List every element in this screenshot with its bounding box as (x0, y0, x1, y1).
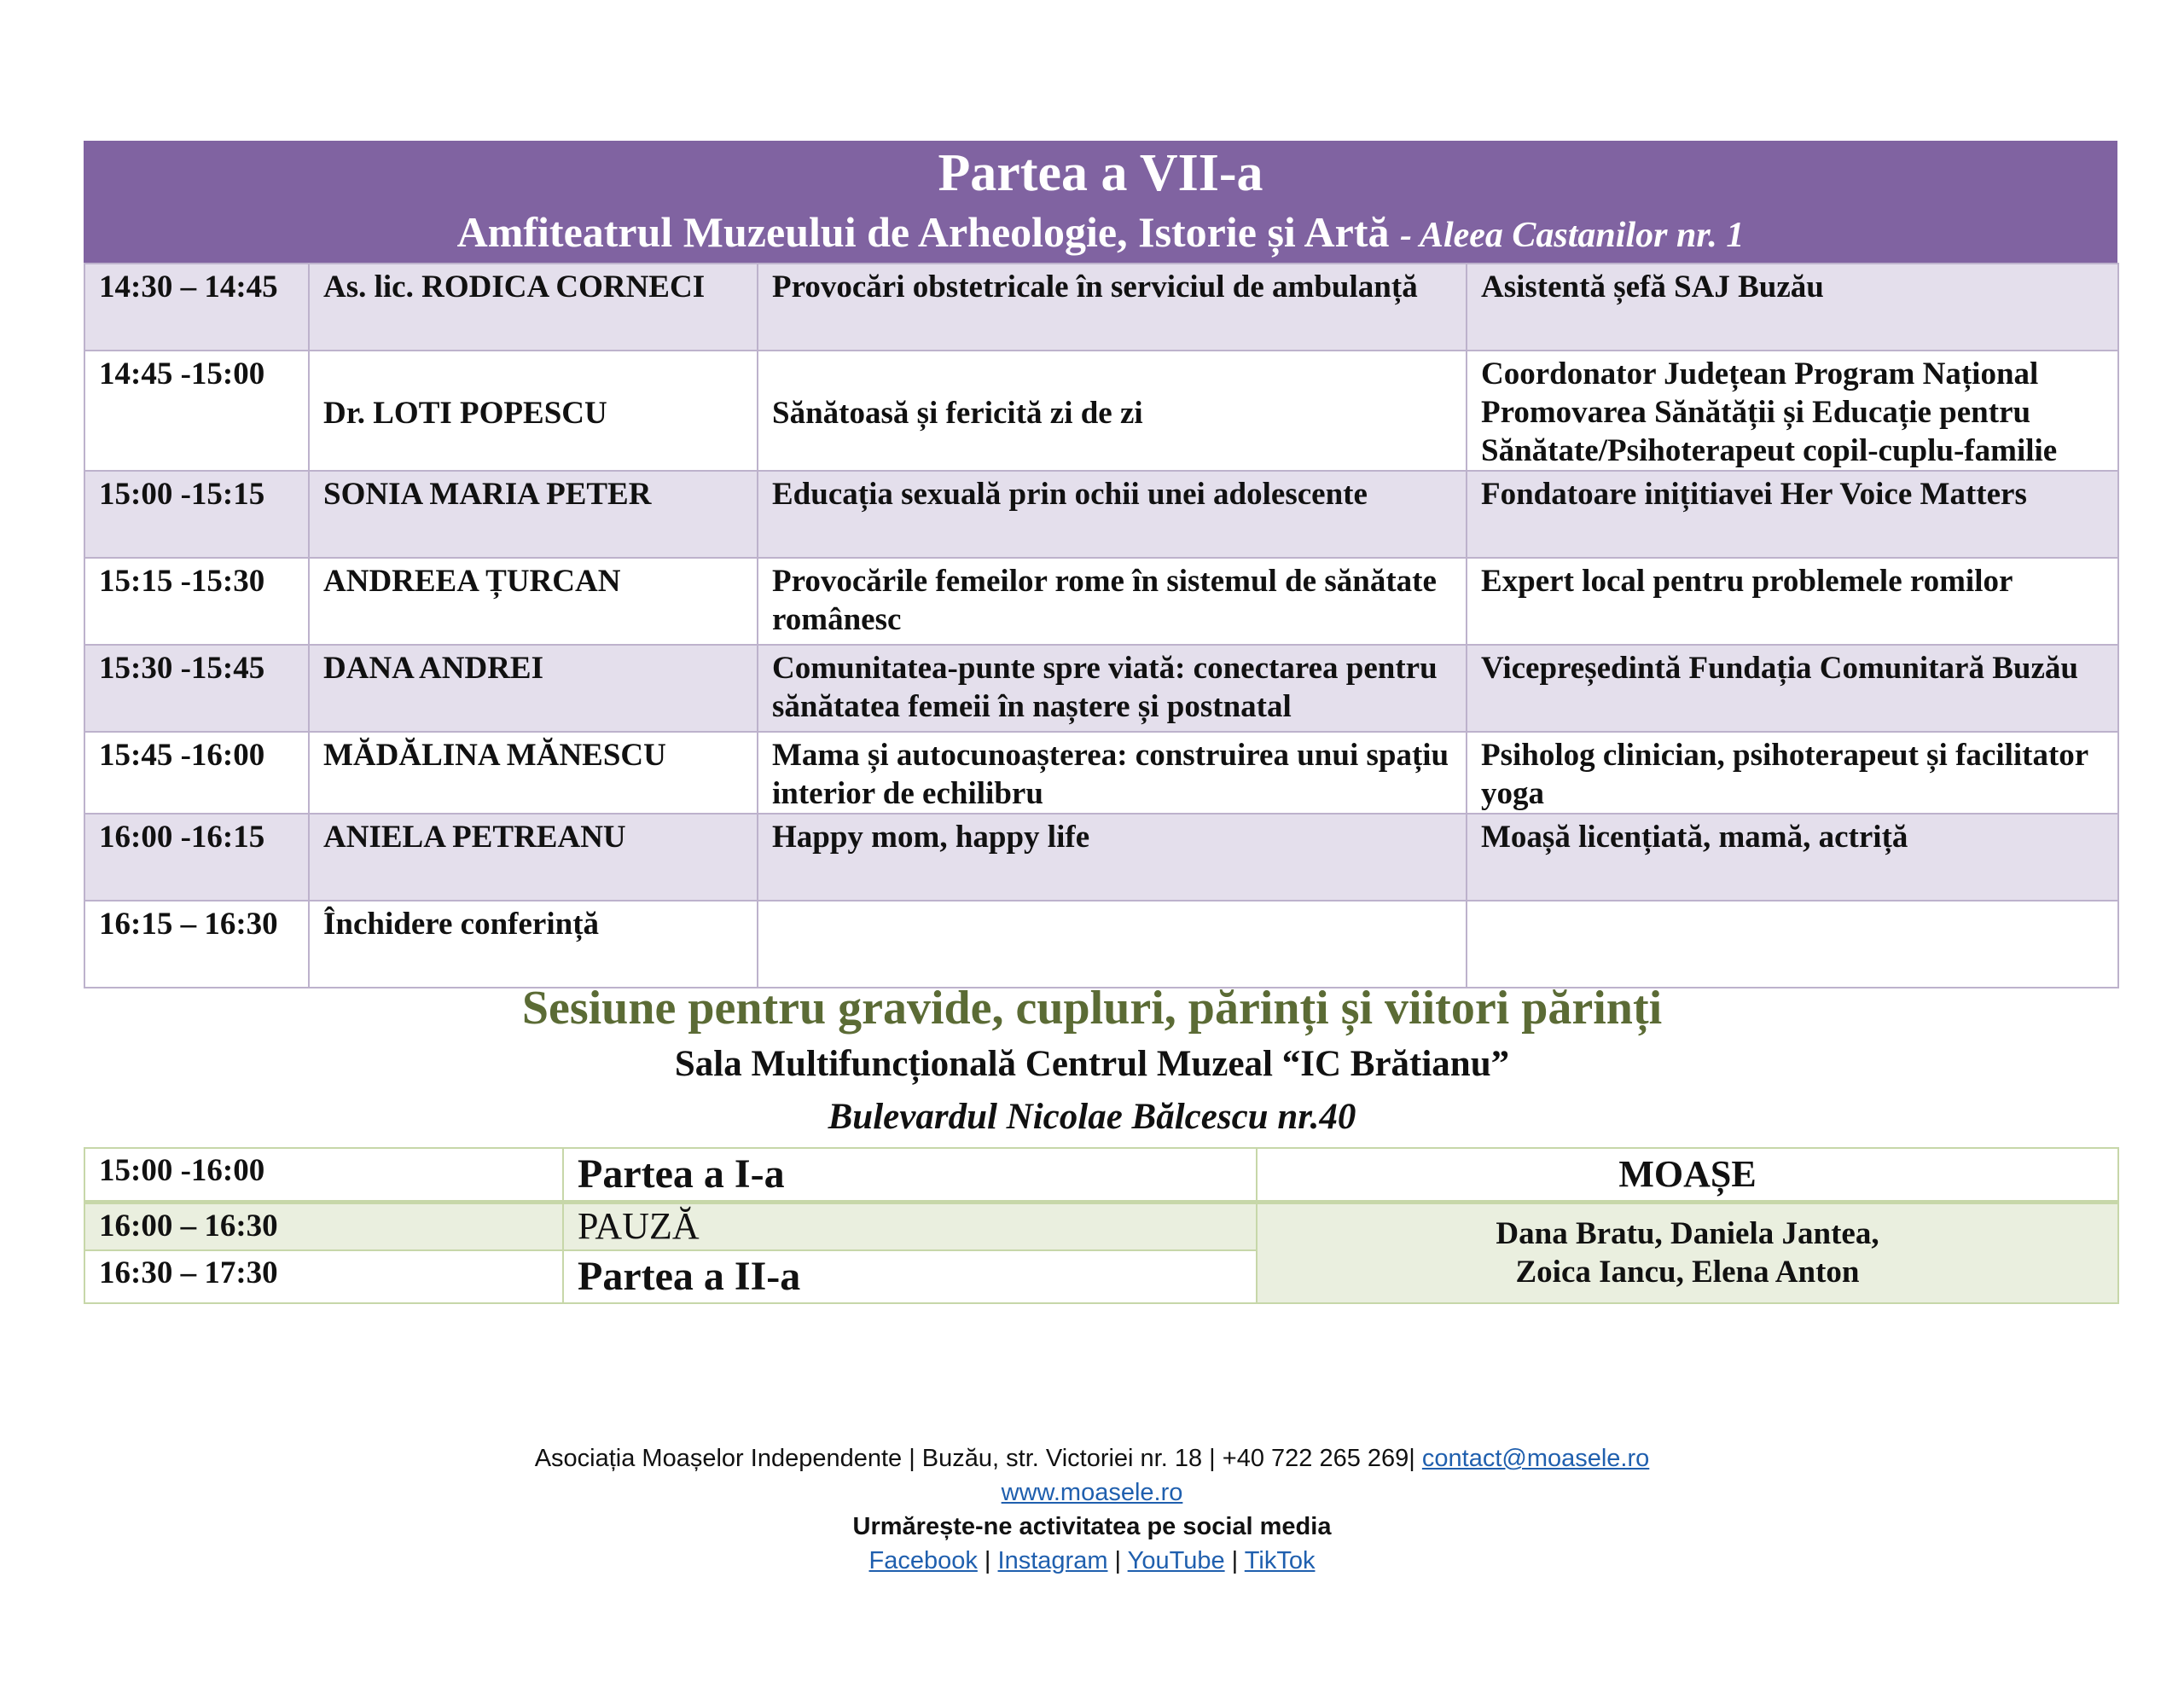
program-header (84, 141, 2117, 263)
speaker-cell: SONIA MARIA PETER (309, 471, 758, 558)
social-links (0, 1544, 2184, 1578)
social-heading: Urmărește-ne activitatea pe social media (852, 1513, 1332, 1540)
program-title: Partea a VII-a (938, 144, 1263, 202)
role-cell: Asistentă șefă SAJ Buzău (1467, 264, 2118, 351)
part-cell: Partea a II-a (563, 1250, 1257, 1303)
program-venue-line (84, 204, 2117, 264)
session-table (84, 1147, 2119, 1304)
table-row (84, 814, 2118, 901)
time-cell: 16:30 – 17:30 (84, 1250, 563, 1303)
footer-contact-line (0, 1441, 2184, 1475)
topic-cell: Mama și autocunoașterea: construirea unui spațiu interior de echilibru (758, 732, 1467, 814)
time-cell: 14:30 – 14:45 (84, 264, 309, 351)
speaker-cell: ANIELA PETREANU (309, 814, 758, 901)
instagram-link[interactable]: Instagram (997, 1547, 1108, 1574)
role-cell: Vicepreședintă Fundația Comunitară Buzău (1467, 645, 2118, 732)
program-section (84, 141, 2117, 988)
role-cell: Fondatoare inițitiavei Her Voice Matters (1467, 471, 2118, 558)
speaker-cell: ANDREEA ȚURCAN (309, 558, 758, 645)
topic-cell: Happy mom, happy life (758, 814, 1467, 901)
time-cell: 15:15 -15:30 (84, 558, 309, 645)
youtube-link[interactable]: YouTube (1127, 1547, 1225, 1574)
time-cell: 15:00 -16:00 (84, 1148, 563, 1202)
session-room: Sala Multifuncțională Centrul Muzeal “IC Brătianu” (674, 1044, 1510, 1084)
topic-cell: Provocările femeilor rome în sistemul de sănătate românesc (758, 558, 1467, 645)
table-row (84, 901, 2118, 988)
speaker-cell: DANA ANDREI (309, 645, 758, 732)
table-row (84, 1202, 2118, 1250)
topic-cell: Sănătoasă și fericită zi de zi (758, 351, 1467, 471)
time-cell: 16:00 – 16:30 (84, 1202, 563, 1250)
role-cell: Expert local pentru problemele romilor (1467, 558, 2118, 645)
part-cell: Partea a I-a (563, 1148, 1257, 1202)
time-cell: 14:45 -15:00 (84, 351, 309, 471)
pause-cell: PAUZĂ (563, 1202, 1257, 1250)
table-row (84, 264, 2118, 351)
program-venue: Amfiteatrul Muzeului de Arheologie, Istorie și Artă (456, 208, 1390, 256)
session-address: Bulevardul Nicolae Bălcescu nr.40 (828, 1097, 1356, 1137)
separator: | (1114, 1547, 1122, 1574)
midwives-line: Zoica Iancu, Elena Anton (1515, 1255, 1860, 1290)
table-row (84, 645, 2118, 732)
midwives-line: Dana Bratu, Daniela Jantea, (1496, 1216, 1879, 1252)
topic-cell: Comunitatea-punte spre viată: conectarea pentru sănătatea femeii în naștere și postnatal (758, 645, 1467, 732)
table-row (84, 471, 2118, 558)
time-cell: 15:30 -15:45 (84, 645, 309, 732)
midwives-cell (1257, 1202, 2118, 1303)
role-cell: Coordonator Județean Program Național Promovarea Sănătății și Educație pentru Sănătate/Psihoterapeut copil-cuplu-familie (1467, 351, 2118, 471)
topic-cell: Provocări obstetricale în serviciul de ambulanță (758, 264, 1467, 351)
role-cell: Moașă licențiată, mamă, actriță (1467, 814, 2118, 901)
program-table (84, 263, 2119, 988)
table-row (84, 558, 2118, 645)
association-info: Asociația Moașelor Independente | Buzău, str. Victoriei nr. 18 | +40 722 265 269| (534, 1445, 1415, 1472)
table-row (84, 732, 2118, 814)
speaker-cell: As. lic. RODICA CORNECI (309, 264, 758, 351)
table-row (84, 1148, 2118, 1202)
time-cell: 15:00 -15:15 (84, 471, 309, 558)
session-title: Sesiune pentru gravide, cupluri, părinți și viitori părinți (521, 982, 1663, 1035)
role-cell (1467, 901, 2118, 988)
tiktok-link[interactable]: TikTok (1244, 1547, 1316, 1574)
separator: | (1231, 1547, 1239, 1574)
separator: | (984, 1547, 991, 1574)
time-cell: 16:00 -16:15 (84, 814, 309, 901)
topic-cell: Educația sexuală prin ochii unei adolescente (758, 471, 1467, 558)
role-cell: Psiholog clinician, psihoterapeut și facilitator yoga (1467, 732, 2118, 814)
time-cell: 16:15 – 16:30 (84, 901, 309, 988)
topic-cell (758, 901, 1467, 988)
table-row (84, 351, 2118, 471)
program-location: - Aleea Castanilor nr. 1 (1400, 216, 1745, 255)
time-cell: 15:45 -16:00 (84, 732, 309, 814)
email-link[interactable]: contact@moasele.ro (1421, 1445, 1650, 1472)
website-link[interactable]: www.moasele.ro (1001, 1479, 1183, 1506)
footer (0, 1441, 2184, 1578)
speaker-cell: Dr. LOTI POPESCU (309, 351, 758, 471)
speaker-cell: MĂDĂLINA MĂNESCU (309, 732, 758, 814)
moase-header: MOAȘE (1257, 1148, 2118, 1202)
speaker-cell: Închidere conferință (309, 901, 758, 988)
facebook-link[interactable]: Facebook (868, 1547, 978, 1574)
